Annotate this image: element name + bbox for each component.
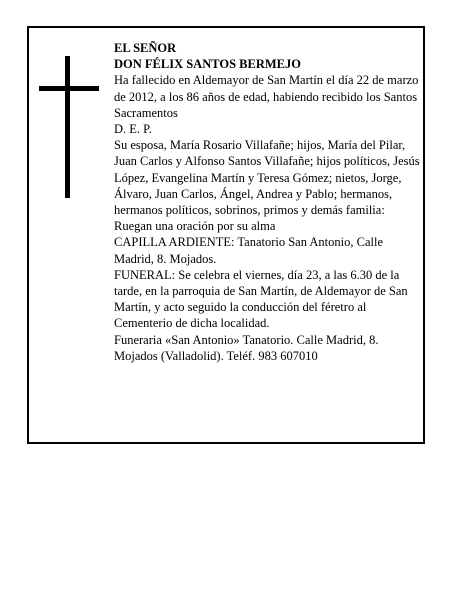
prayer-request: Ruegan una oración por su alma <box>114 219 276 234</box>
death-announcement: Ha fallecido en Aldemayor de San Martín el día 22 de marzo de 2012, a los 86 años de edad, habiendo recibido los Santos Sacramentos <box>114 73 419 120</box>
notice-heading: EL SEÑOR <box>114 41 177 55</box>
cross-horizontal-bar <box>39 86 99 91</box>
deceased-name: DON FÉLIX SANTOS BERMEJO <box>114 57 301 72</box>
funeral-home-info: Funeraria «San Antonio» Tanatorio. Calle Madrid, 8. Mojados (Valladolid). Teléf. 983 607010 <box>114 332 379 363</box>
chapel-info: CAPILLA ARDIENTE: Tanatorio San Antonio, Calle Madrid, 8. Mojados. <box>114 235 384 266</box>
cross-icon <box>39 56 99 198</box>
notice-text <box>114 40 420 364</box>
family-list: Su esposa, María Rosario Villafañe; hijos, María del Pilar, Juan Carlos y Alfonso Santos Villafañe; hijos políticos, Jesús López, Evangelina Martín y Teresa Gómez; nietos, Jorge, Álvaro, Juan Carlos, Ángel, Andrea y Pablo; hermanos, hermanos políticos, sobrinos, primos y demás familia: <box>114 138 420 218</box>
funeral-info: FUNERAL: Se celebra el viernes, día 23, a las 6.30 de la tarde, en la parroquia de San Martín, de Aldemayor de San Martín, y acto seguido la conducción del féretro al Cementerio de dicha localidad. <box>114 267 408 331</box>
obituary-notice <box>27 26 425 444</box>
cross-vertical-bar <box>65 56 70 198</box>
rest-in-peace: D. E. P. <box>114 122 152 137</box>
